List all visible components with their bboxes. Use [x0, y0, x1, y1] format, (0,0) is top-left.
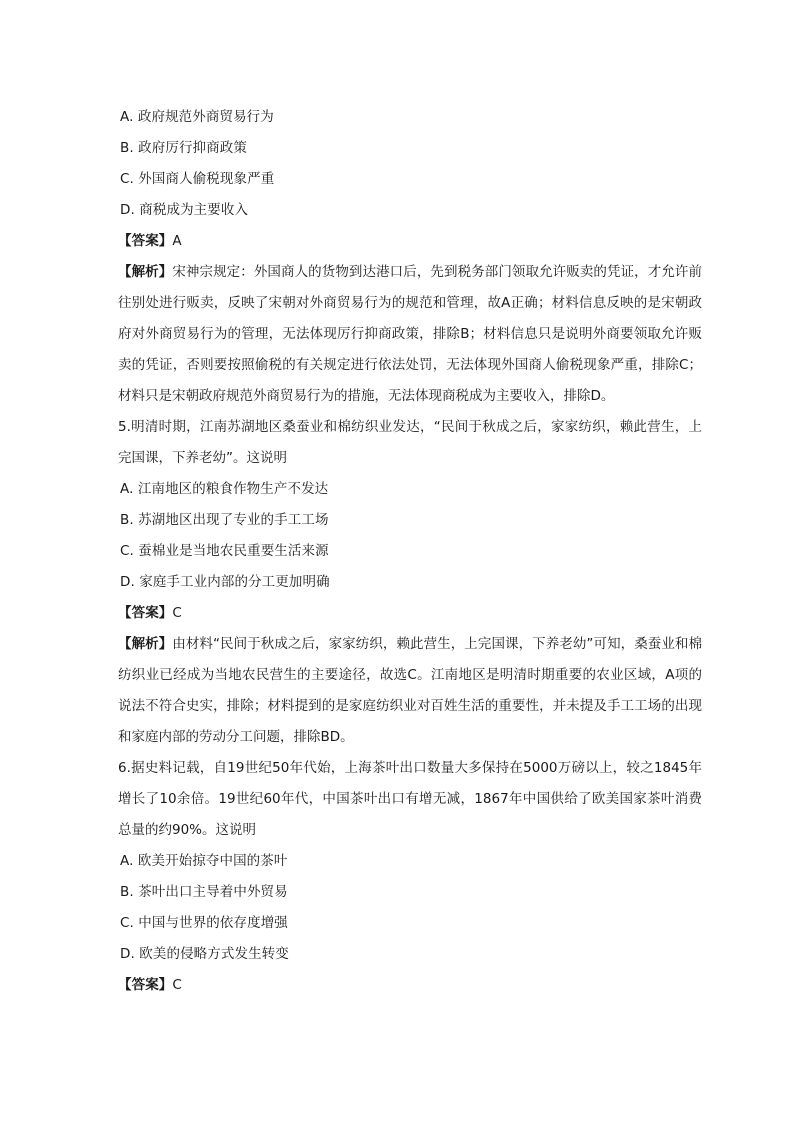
q5-option-c: C. 蚕棉业是当地农民重要生活来源	[120, 543, 329, 559]
q5-option-b: B. 苏湖地区出现了专业的手工工场	[120, 512, 329, 528]
analysis-tag: 【解析】	[118, 264, 173, 280]
q5-stem: 5.明清时期，江南苏湖地区桑蚕业和棉纺织业发达，“民间于秋成之后，家家纺织，赖此营生，上完国课，下养老幼”。这说明	[118, 419, 702, 466]
analysis-text: 由材料“民间于秋成之后，家家纺织，赖此营生，上完国课，下养老幼”可知，桑蚕业和棉纺织业已经成为当地农民营生的主要途径，故选C。江南地区是明清时期重要的农业区域，A项的说法不符合史实，排除；材料提到的是家庭纺织业对百姓生活的重要性，并未提及手工工场的出现和家庭内部的劳动分工问题，排除BD。	[118, 636, 702, 745]
answer-tag: 【答案】	[118, 233, 173, 249]
answer-tag: 【答案】	[118, 977, 173, 993]
q5-answer	[118, 598, 702, 629]
q4-option-a: A. 政府规范外商贸易行为	[120, 109, 274, 125]
analysis-text: 宋神宗规定：外国商人的货物到达港口后，先到税务部门领取允许贩卖的凭证，才允许前往别处进行贩卖，反映了宋朝对外商贸易行为的规范和管理，故A正确；材料信息反映的是宋朝政府对外商贸易行为的管理，无法体现厉行抑商政策，排除B；材料信息只是说明外商要领取允许贩卖的凭证，否则要按照偷税的有关规定进行依法处罚，无法体现外国商人偷税现象严重，排除C；材料只是宋朝政府规范外商贸易行为的措施，无法体现商税成为主要收入，排除D。	[118, 264, 703, 404]
q4-option-b: B. 政府厉行抑商政策	[120, 140, 247, 156]
answer-value: C	[172, 977, 182, 993]
q4-analysis	[118, 257, 702, 412]
q4-option-d: D. 商税成为主要收入	[120, 202, 249, 218]
analysis-tag: 【解析】	[118, 636, 173, 652]
q6-option-a: A. 欧美开始掠夺中国的茶叶	[120, 853, 288, 869]
q5-analysis	[118, 629, 702, 753]
q6-option-d: D. 欧美的侵略方式发生转变	[120, 946, 289, 962]
q6-option-c: C. 中国与世界的依存度增强	[120, 915, 288, 931]
q4-option-c: C. 外国商人偷税现象严重	[120, 171, 275, 187]
q5-option-d: D. 家庭手工业内部的分工更加明确	[120, 574, 330, 590]
answer-value: C	[172, 605, 182, 621]
q5-option-a: A. 江南地区的粮食作物生产不发达	[120, 481, 329, 497]
q6-stem: 6.据史料记载，自19世纪50年代始，上海茶叶出口数量大多保持在5000万磅以上，较之1845年增长了10余倍。19世纪60年代，中国茶叶出口有增无减，1867年中国供给了欧美国家茶叶消费总量的约90%。这说明	[118, 760, 702, 838]
q6-option-b: B. 茶叶出口主导着中外贸易	[120, 884, 288, 900]
answer-value: A	[172, 233, 182, 249]
q6-answer	[118, 970, 702, 1001]
q4-answer	[118, 226, 702, 257]
answer-tag: 【答案】	[118, 605, 173, 621]
